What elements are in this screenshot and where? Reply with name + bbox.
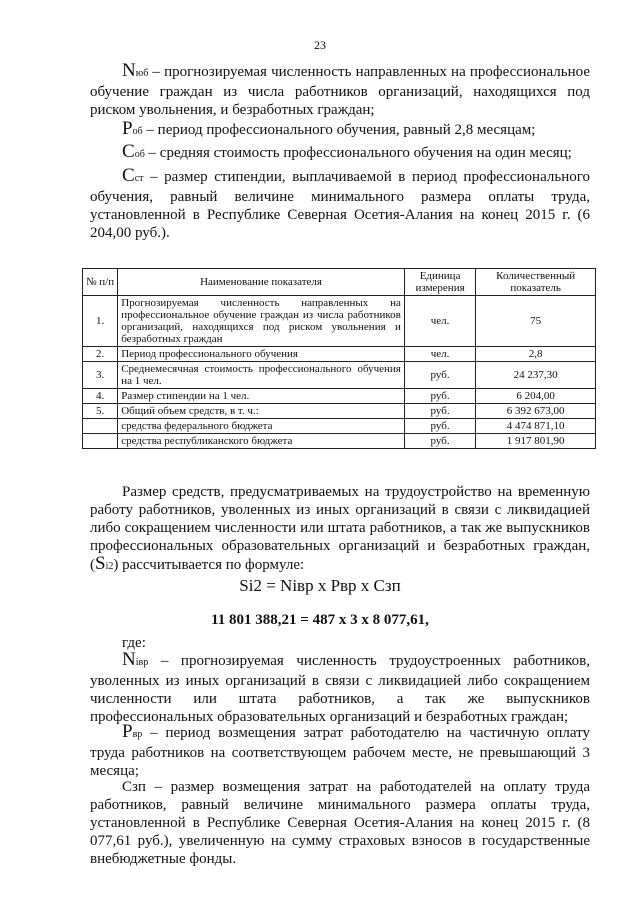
definition-text: – прогнозируемая численность направленных на профессиональное обучение граждан из числа работников организаций, находящихся под риском увольнения, и безработных граждан; [90, 64, 590, 118]
row-unit: чел. [404, 347, 475, 362]
subscript: ст [134, 173, 144, 184]
row-unit: руб. [404, 389, 475, 404]
row-name: Среднемесячная стоимость профессионального обучения на 1 чел. [118, 362, 405, 389]
row-name: Прогнозируемая численность направленных на профессиональное обучение граждан из числа работников организаций, находящихся под риском увольнения и безработных граждан [118, 296, 405, 347]
main-paragraph-text: Размер средств, предусматриваемых на трудоустройство на временную работу работников, уволенных из иных организаций в связи с ликвидацией либо сокращением численности или штата работников, а так же выпускников профессиональных образовательных организаций и безработных граждан, [90, 484, 590, 554]
row-value: 4 474 871,10 [476, 419, 596, 434]
row-number: 1. [83, 296, 118, 347]
symbol: C [122, 141, 135, 162]
symbol: P [122, 721, 133, 742]
table-row [83, 296, 596, 347]
subscript: об [132, 126, 143, 137]
row-number: 3. [83, 362, 118, 389]
table-row [83, 347, 596, 362]
definition-text: – размер стипендии, выплачиваемой в период профессионального обучения, равный величине минимального размера оплаты труда, установленной в Республике Северная Осетия-Алания на конец 2015 г. (6 204,00 руб.). [90, 169, 590, 241]
row-number [83, 434, 118, 449]
main-paragraph: Размер средств, предусматриваемых на трудоустройство на временную работу работников, уволенных из иных организаций в связи с ликвидацией либо сокращением численности или штата работников, а так же выпускников профессиональных образовательных организаций и безработных граждан, (Si2) рассчитывается по формуле: [90, 484, 590, 574]
symbol: N [122, 649, 136, 670]
definition-text: Cзп – размер возмещения затрат на работодателей на оплату труда работников, равный величине минимального размера оплаты труда, установленной в Республике Северная Осетия-Алания на конец 2015 г. (8 077,61 руб.), увеличенную на сумму страховых взносов в государственные внебюджетные фонды. [90, 779, 590, 867]
definition-c-zp [90, 778, 590, 868]
subscript: iвр [135, 657, 149, 668]
page-number: 23 [314, 38, 326, 52]
col-header-value: Количественный показатель [476, 269, 596, 296]
definition-c-st [90, 167, 590, 242]
row-unit: руб. [404, 419, 475, 434]
table-row [83, 389, 596, 404]
symbol: P [122, 118, 133, 139]
row-name: средства республиканского бюджета [118, 434, 405, 449]
row-number: 2. [83, 347, 118, 362]
table-row [83, 419, 596, 434]
row-unit: руб. [404, 434, 475, 449]
main-paragraph-tail: ) рассчитывается по формуле: [113, 557, 305, 573]
row-unit: руб. [404, 362, 475, 389]
symbol: S [95, 553, 106, 574]
table-row [83, 362, 596, 389]
definition-c-ob [90, 143, 590, 164]
row-value: 1 917 801,90 [476, 434, 596, 449]
row-name: средства федерального бюджета [118, 419, 405, 434]
subscript: i2 [105, 561, 114, 572]
formula-symbolic: Si2 = Niвр x Pвр x Cзп [239, 576, 401, 595]
row-unit: чел. [404, 296, 475, 347]
subscript: юб [135, 68, 149, 79]
col-header-name: Наименование показателя [118, 269, 405, 296]
definition-text: – средняя стоимость профессионального обучения на один месяц; [144, 145, 572, 161]
where-label: где: [122, 635, 146, 651]
table-row [83, 434, 596, 449]
row-value: 75 [476, 296, 596, 347]
row-number: 5. [83, 404, 118, 419]
subscript: вр [132, 729, 143, 740]
subscript: об [134, 149, 145, 160]
col-header-unit: Единица измерения [404, 269, 475, 296]
symbol: C [122, 165, 135, 186]
definition-text: – период профессионального обучения, равный 2,8 месяцам; [142, 122, 536, 138]
row-value: 6 204,00 [476, 389, 596, 404]
row-number [83, 419, 118, 434]
symbol: N [122, 60, 136, 81]
col-header-number: № п/п [83, 269, 118, 296]
row-name: Период профессионального обучения [118, 347, 405, 362]
table-row [83, 404, 596, 419]
row-value: 6 392 673,00 [476, 404, 596, 419]
definition-p-vr [90, 723, 590, 780]
definition-text: – период возмещения затрат работодателю на частичную оплату труда работников на соответствующем рабочем месте, не превышающий 3 месяца; [90, 725, 590, 779]
row-value: 2,8 [476, 347, 596, 362]
table-header-row [83, 269, 596, 296]
row-number: 4. [83, 389, 118, 404]
indicators-table [82, 268, 596, 449]
definition-n-ivr [90, 651, 590, 726]
row-name: Размер стипендии на 1 чел. [118, 389, 405, 404]
formula-numeric: 11 801 388,21 = 487 x 3 x 8 077,61, [211, 612, 429, 628]
definition-p-ob [90, 120, 590, 141]
definition-text: – прогнозируемая численность трудоустроенных работников, уволенных из иных организаций в связи с ликвидацией либо сокращением численности или штата работников, а так же выпускников профессиональных образовательных организаций и безработных граждан; [90, 653, 590, 725]
row-value: 24 237,30 [476, 362, 596, 389]
definition-n-yub [90, 62, 590, 119]
row-name: Общий объем средств, в т. ч.: [118, 404, 405, 419]
row-unit: руб. [404, 404, 475, 419]
